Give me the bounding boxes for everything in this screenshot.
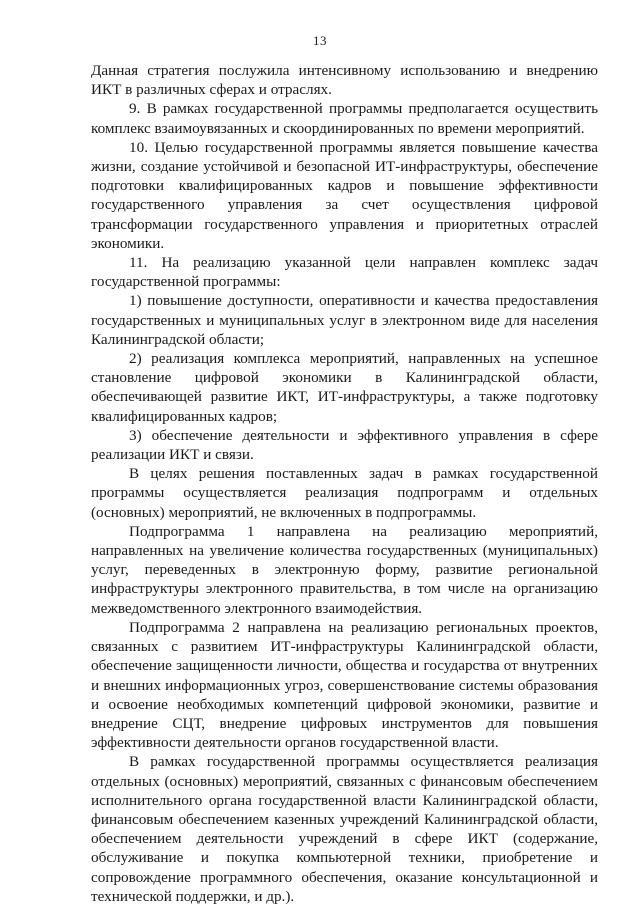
paragraph-subprograms-overview: В целях решения поставленных задач в рамках государственной программы осуществляется реализация подпрограмм и отдельных (основных) мероприятий, не включенных в подпрограммы. — [91, 465, 598, 521]
paragraph-strategy-continuation: Данная стратегия послужила интенсивному использованию и внедрению ИКТ в различных сферах и отраслях. — [91, 62, 598, 99]
paragraph-11-tasks: 11. На реализацию указанной цели направлен комплекс задач государственной программы: — [91, 254, 598, 291]
paragraph-10-goal: 10. Целью государственной программы является повышение качества жизни, создание устойчивой и безопасной ИТ-инфраструктуры, обеспечение подготовки квалифицированных кадров и повышение эффективности государственного управления за счет осуществления цифровой трансформации государственного управления и приоритетных отраслей экономики. — [91, 138, 598, 252]
task-item-2: 2) реализация комплекса мероприятий, направленных на успешное становление цифровой экономики в Калининградской области, обеспечивающей развитие ИКТ, ИТ-инфраструктуры, а также подготовку квалифицированных кадров; — [91, 350, 598, 425]
paragraph-9: 9. В рамках государственной программы предполагается осуществить комплекс взаимоувязанных и скоординированных по времени мероприятий. — [91, 100, 598, 137]
paragraph-subprogram-2: Подпрограмма 2 направлена на реализацию региональных проектов, связанных с развитием ИТ-инфраструктуры Калининградской области, обеспечение защищенности личности, общества и государства от внутренних и внешних информационных угроз, совершенствование системы образования и освоение необходимых компетенций цифровой экономики, развитие и внедрение СЦТ, внедрение цифровых инструментов для повышения эффективности деятельности органов государственной власти. — [91, 618, 598, 752]
paragraph-separate-measures: В рамках государственной программы осуществляется реализация отдельных (основных) мероприятий, связанных с финансовым обеспечением исполнительного органа государственной власти Калининградской области, финансовым обеспечением казенных учреждений Калининградской области, обеспечением деятельности учреждений в сфере ИКТ (содержание, обслуживание и покупка компьютерной техники, приобретение и сопровождение программного обеспечения, оказание консультационной и технической поддержки, и др.). — [91, 753, 598, 905]
paragraph-subprogram-1: Подпрограмма 1 направлена на реализацию мероприятий, направленных на увеличение количества государственных (муниципальных) услуг, переведенных в электронную форму, развитие региональной инфраструктуры электронного правительства, в том числе на организацию межведомственного электронного взаимодействия. — [91, 522, 598, 617]
task-item-3: 3) обеспечение деятельности и эффективного управления в сфере реализации ИКТ и связи. — [91, 426, 598, 464]
page-number: 13 — [313, 33, 327, 48]
task-item-1: 1) повышение доступности, оперативности и качества предоставления государственных и муниципальных услуг в электронном виде для населения Калининградской области; — [91, 292, 598, 348]
document-body — [91, 61, 598, 906]
